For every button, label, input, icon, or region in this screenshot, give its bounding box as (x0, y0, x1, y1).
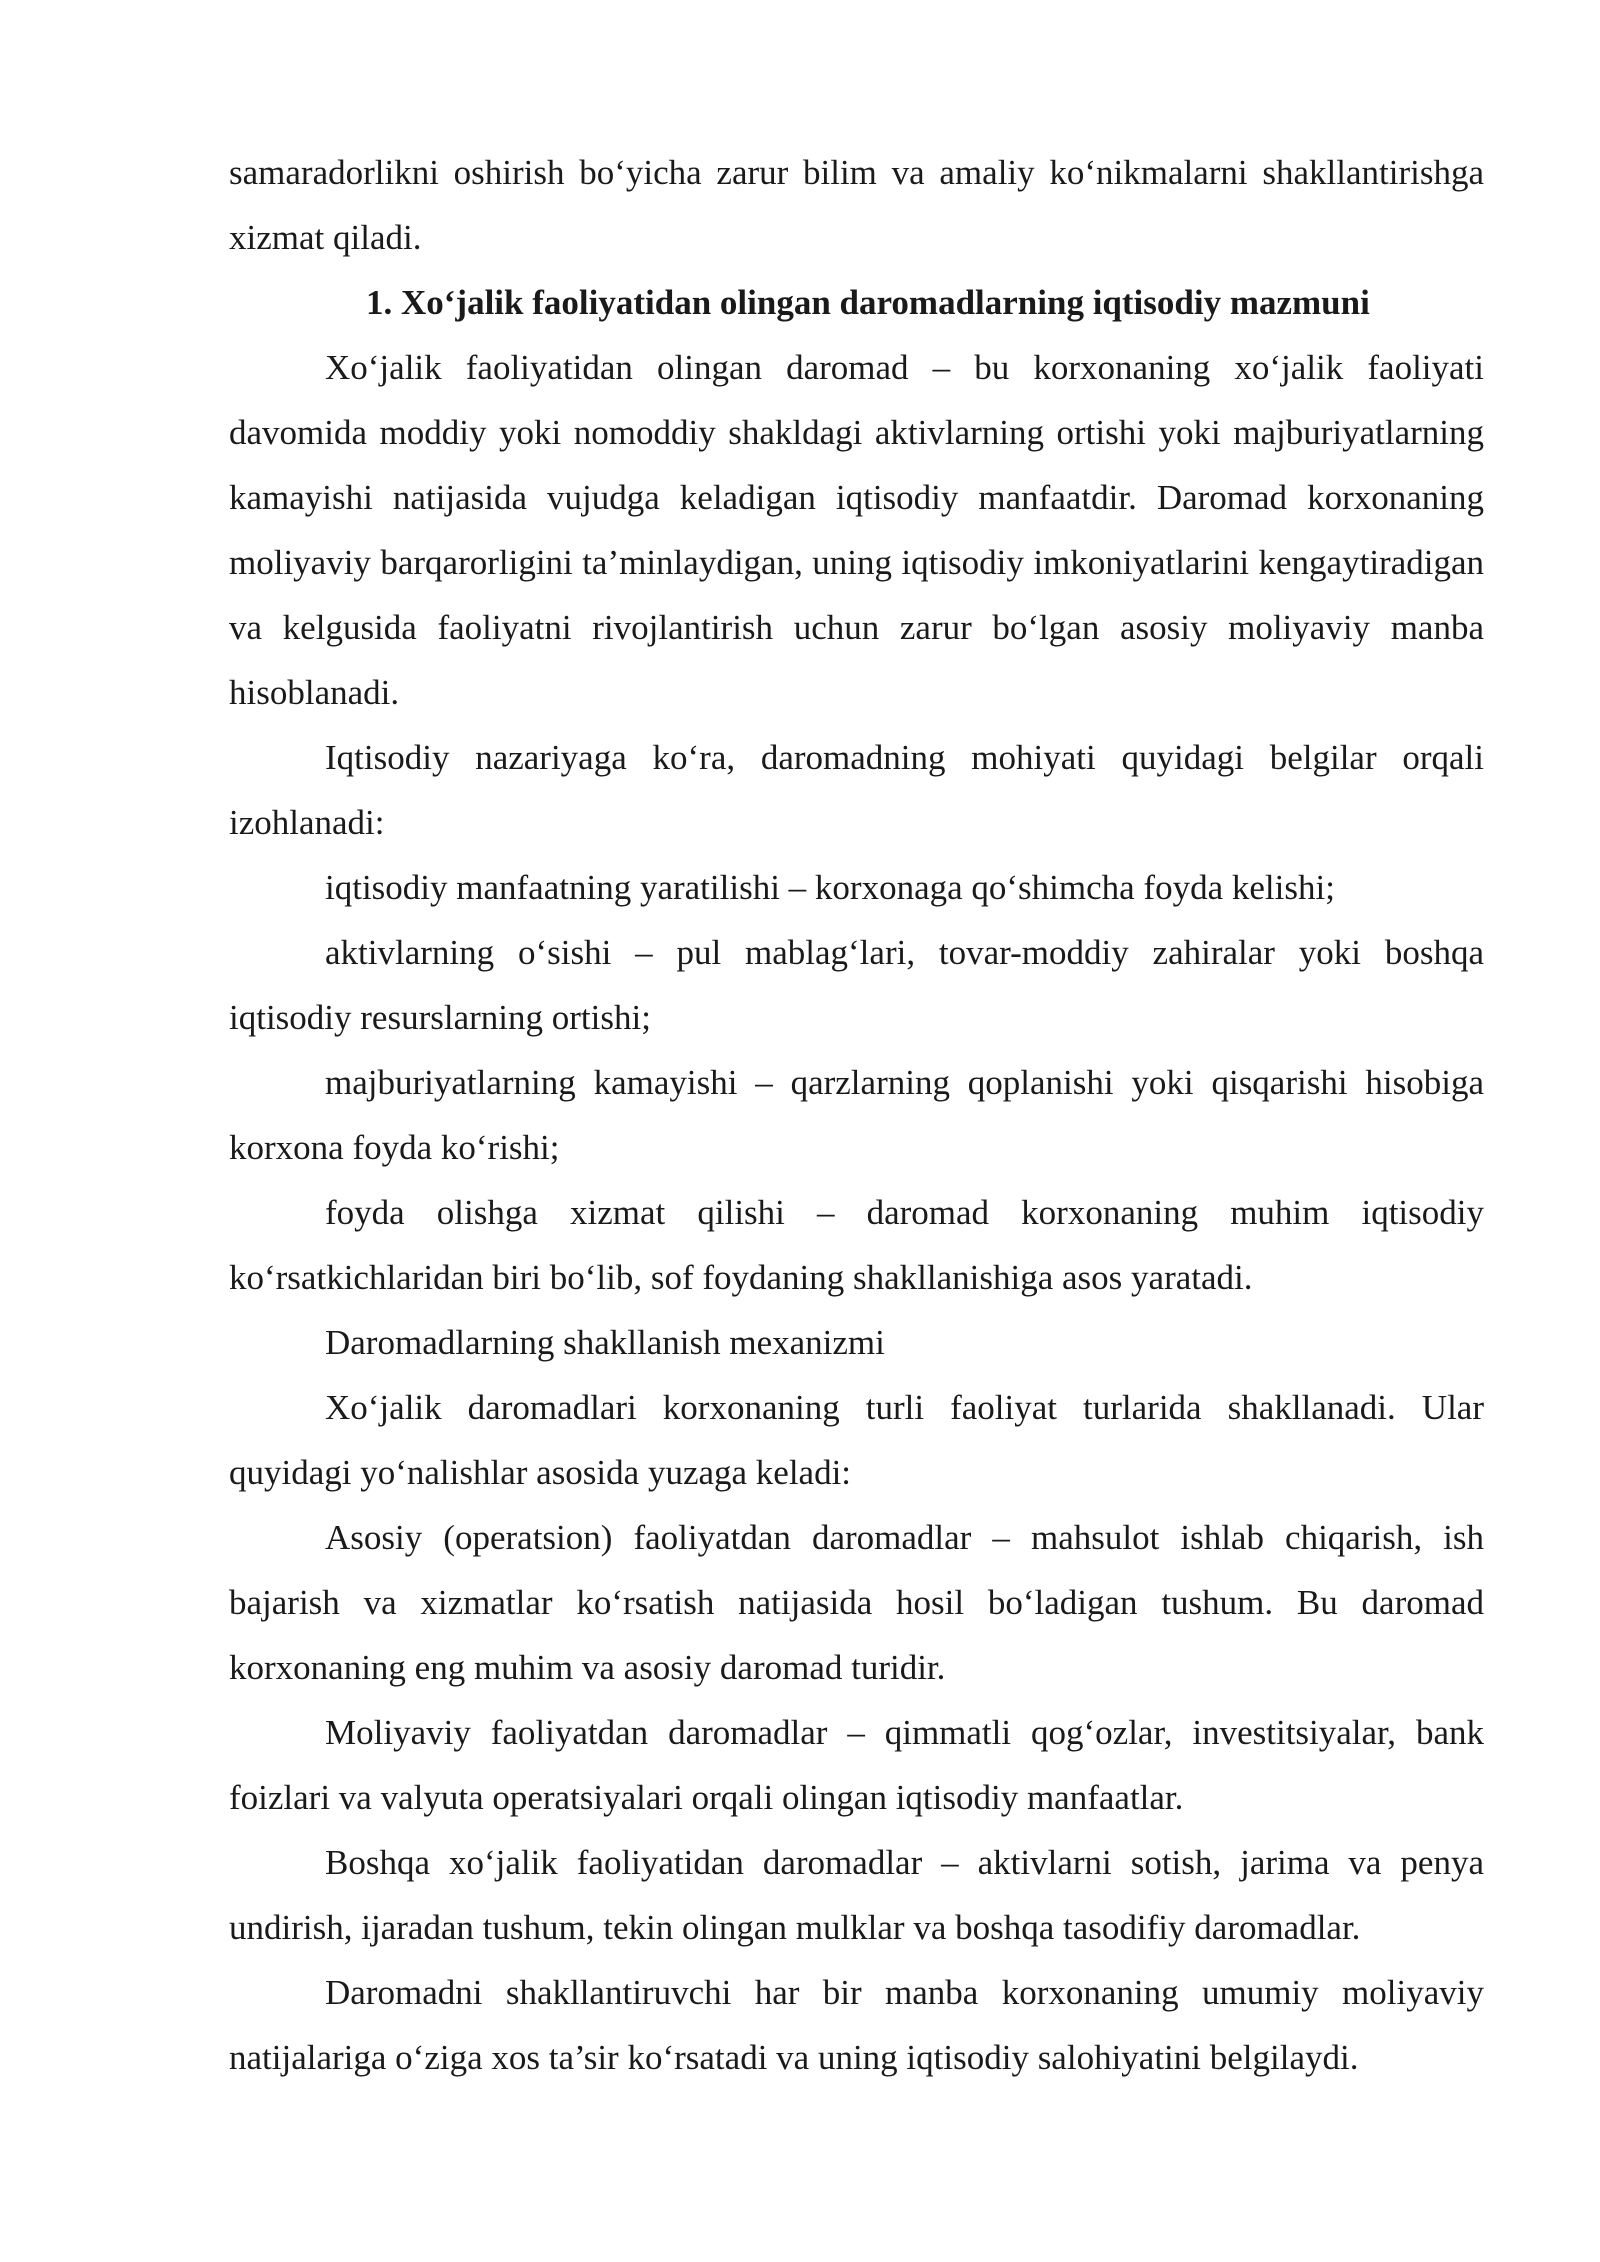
subheading-mechanism: Daromadlarning shakllanish mexanizmi (325, 1323, 885, 1362)
list-item-profit: foyda olishga xizmat qilishi – daromad korxonaning muhim iqtisodiy ko‘rsatkichlaridan biri bo‘lib, sof foydaning shakllanishiga asos yaratadi. (229, 1193, 1484, 1297)
paragraph-conclusion: Daromadni shakllantiruvchi har bir manba korxonaning umumiy moliyaviy natijalariga o‘ziga xos ta’sir ko‘rsatadi va uning iqtisodiy salohiyatini belgilaydi. (229, 1973, 1484, 2077)
section-heading: 1. Xo‘jalik faoliyatidan olingan daromadlarning iqtisodiy mazmuni (366, 283, 1370, 322)
document-body (229, 140, 1484, 2090)
paragraph-other-income: Boshqa xo‘jalik faoliyatidan daromadlar – aktivlarni sotish, jarima va penya undirish, ijaradan tushum, tekin olingan mulklar va boshqa tasodifiy daromadlar. (229, 1843, 1484, 1947)
paragraph-continuation: samaradorlikni oshirish bo‘yicha zarur bilim va amaliy ko‘nikmalarni shakllantirishga xizmat qiladi. (229, 153, 1484, 257)
paragraph-directions: Xo‘jalik daromadlari korxonaning turli faoliyat turlarida shakllanadi. Ular quyidagi yo‘nalishlar asosida yuzaga keladi: (229, 1388, 1484, 1492)
paragraph-operational-income: Asosiy (operatsion) faoliyatdan daromadlar – mahsulot ishlab chiqarish, ish bajarish va xizmatlar ko‘rsatish natijasida hosil bo‘ladigan tushum. Bu daromad korxonaning eng muhim va asosiy daromad turidir. (229, 1518, 1484, 1687)
list-item-liability-decrease: majburiyatlarning kamayishi – qarzlarning qoplanishi yoki qisqarishi hisobiga korxona foyda ko‘rishi; (229, 1063, 1484, 1167)
paragraph-intro-list: Iqtisodiy nazariyaga ko‘ra, daromadning mohiyati quyidagi belgilar orqali izohlanadi: (229, 738, 1484, 842)
list-item-asset-growth: aktivlarning o‘sishi – pul mablag‘lari, tovar-moddiy zahiralar yoki boshqa iqtisodiy resurslarning ortishi; (229, 933, 1484, 1037)
paragraph-financial-income: Moliyaviy faoliyatdan daromadlar – qimmatli qog‘ozlar, investitsiyalar, bank foizlari va valyuta operatsiyalari orqali olingan iqtisodiy manfaatlar. (229, 1713, 1484, 1817)
paragraph-definition: Xo‘jalik faoliyatidan olingan daromad – bu korxonaning xo‘jalik faoliyati davomida moddiy yoki nomoddiy shakldagi aktivlarning ortishi yoki majburiyatlarning kamayishi natijasida vujudga keladigan iqtisodiy manfaatdir. Daromad korxonaning moliyaviy barqarorligini ta’minlaydigan, uning iqtisodiy imkoniyatlarini kengaytiradigan va kelgusida faoliyatni rivojlantirish uchun zarur bo‘lgan asosiy moliyaviy manba hisoblanadi. (229, 348, 1484, 712)
list-item-economic-benefit: iqtisodiy manfaatning yaratilishi – korxonaga qo‘shimcha foyda kelishi; (325, 868, 1335, 907)
